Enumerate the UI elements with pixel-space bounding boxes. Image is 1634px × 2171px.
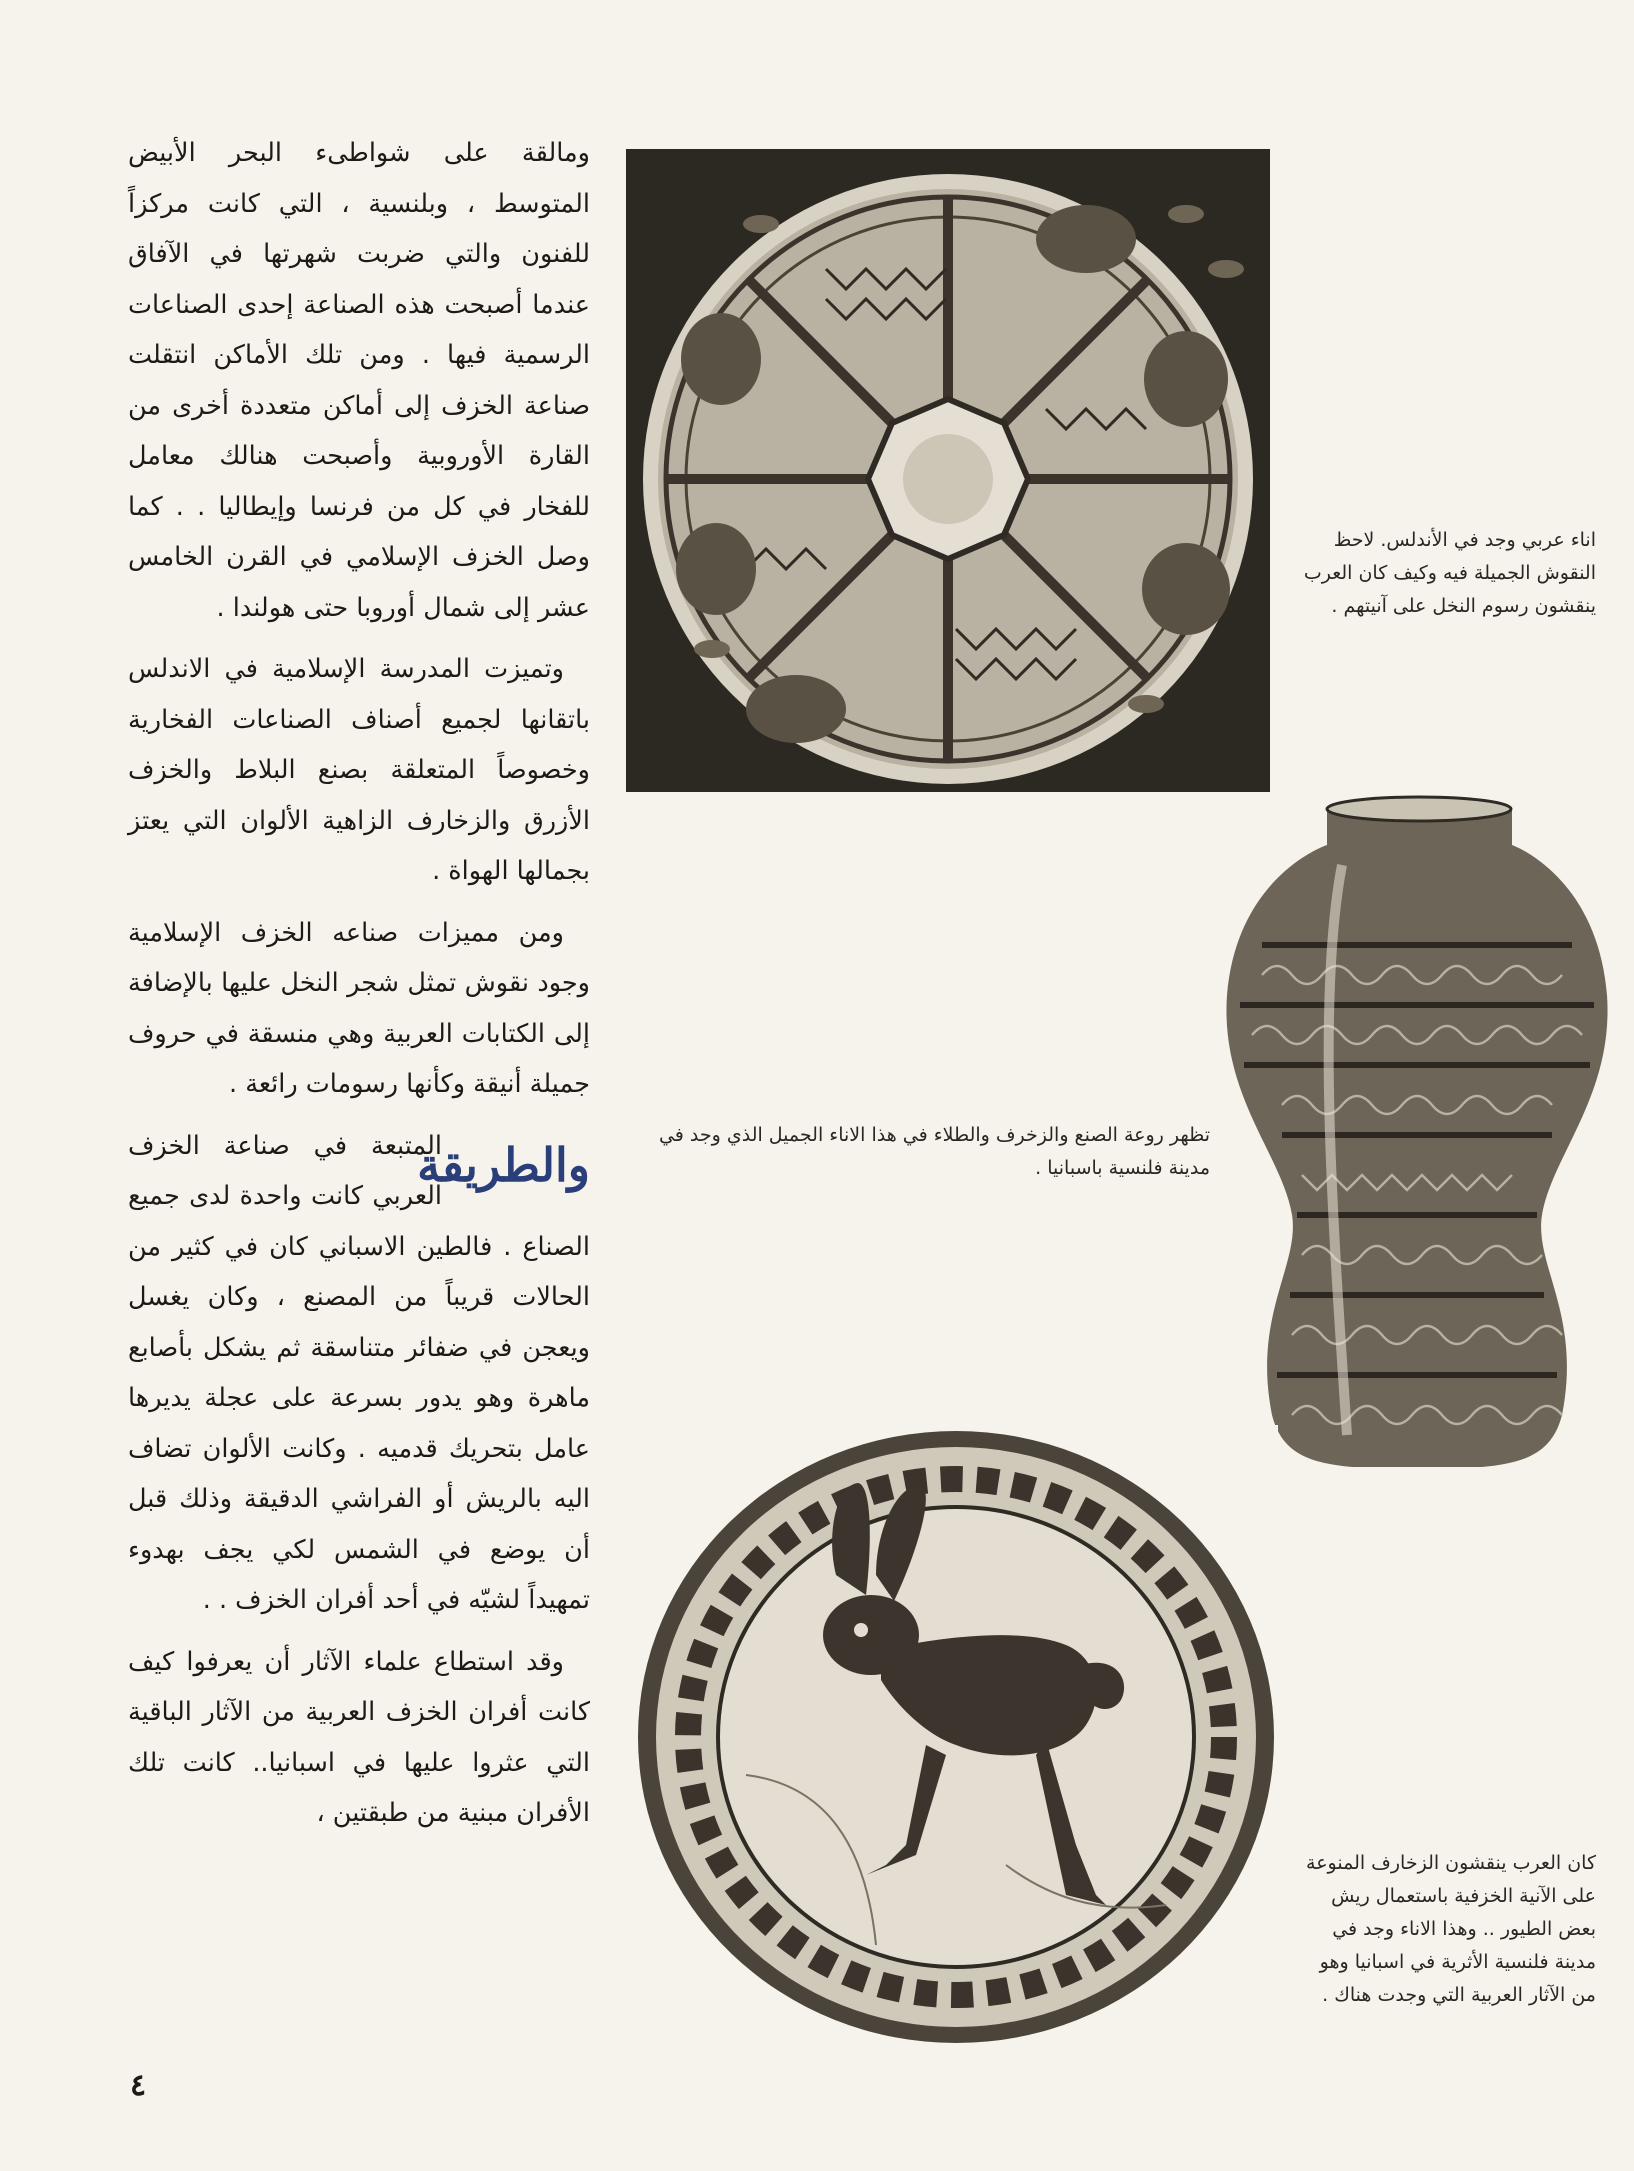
article-paragraph-2: وتميزت المدرسة الإسلامية في الاندلس باتقانها لجميع أصناف الصناعات الفخارية وخصوصاً المتعلقة بصنع البلاط والخزف الأزرق والزخارف الزاهية الألوان التي يعتز بجمالها الهواة . <box>128 654 590 886</box>
article-column <box>128 128 590 1850</box>
article-paragraph-3: ومن مميزات صناعه الخزف الإسلامية وجود نقوش تمثل شجر النخل عليها بالإضافة إلى الكتابات العربية وهي منسقة في حروف جميلة أنيقة وكأنها رسومات رائعة . <box>128 917 590 1099</box>
article-paragraph-5: وقد استطاع علماء الآثار أن يعرفوا كيف كانت أفران الخزف العربية من الآثار الباقية التي عثروا عليها في اسبانيا.. كانت تلك الأفران مبنية من طبقتين ، <box>128 1646 590 1828</box>
plate-photo <box>626 149 1270 792</box>
article-paragraph-4-text: المتبعة في صناعة الخزف العربي كانت واحدة لدى جميع الصناع . فالطين الاسباني كان في كثير من الحالات قريباً من المصنع ، وكان يغسل ويعجن في ضفائر متناسقة ثم يشكل بأصابع ماهرة وهو يدور بسرعة على عجلة يديرها عامل بتحريك قدميه . وكانت الألوان تضاف اليه بالريش أو الفراشي الدقيقة وذلك قبل أن يوضع في الشمس لكي يجف بهدوء تمهيداً لشيّه في أحد أفران الخزف . . <box>128 1130 590 1615</box>
page-number: ٤ <box>130 2068 147 2103</box>
vase-caption: تظهر روعة الصنع والزخرف والطلاء في هذا الاناء الجميل الذي وجد في مدينة فلنسية باسبانيا . <box>658 1124 1210 1179</box>
bowl-caption: كان العرب ينقشون الزخارف المنوعة على الآنية الخزفية باستعمال ريش بعض الطيور .. وهذا الاناء وجد في مدينة فلنسية الأثرية في اسبانيا وهو من الآثار العربية التي وجدت هناك . <box>1306 1852 1596 2006</box>
section-dropword: والطريقة <box>417 1137 590 1192</box>
article-paragraph-4 <box>128 1121 590 1626</box>
plate-illustration <box>626 149 1270 792</box>
article-paragraph-1: ومالقة على شواطىء البحر الأبيض المتوسط ، وبلنسية ، التي كانت مركزاً للفنون والتي ضربت شهرتها في الآفاق عندما أصبحت هذه الصناعة إحدى الصناعات الرسمية فيها . ومن تلك الأماكن انتقلت صناعة الخزف إلى أماكن متعددة أخرى من القارة الأوروبية وأصبحت هنالك معامل للفخار في كل من فرنسا وإيطاليا . . كما وصل الخزف الإسلامي في القرن الخامس عشر إلى شمال أوروبا حتى هولندا . <box>128 138 590 623</box>
bowl-photo <box>626 1425 1278 2043</box>
plate-caption: اناء عربي وجد في الأندلس. لاحظ النقوش الجميلة فيه وكيف كان العرب ينقشون رسوم النخل على آنيتهم . <box>1303 529 1596 617</box>
vase-photo <box>1222 795 1612 1475</box>
bowl-illustration <box>626 1425 1278 2043</box>
vase-illustration <box>1222 795 1612 1475</box>
